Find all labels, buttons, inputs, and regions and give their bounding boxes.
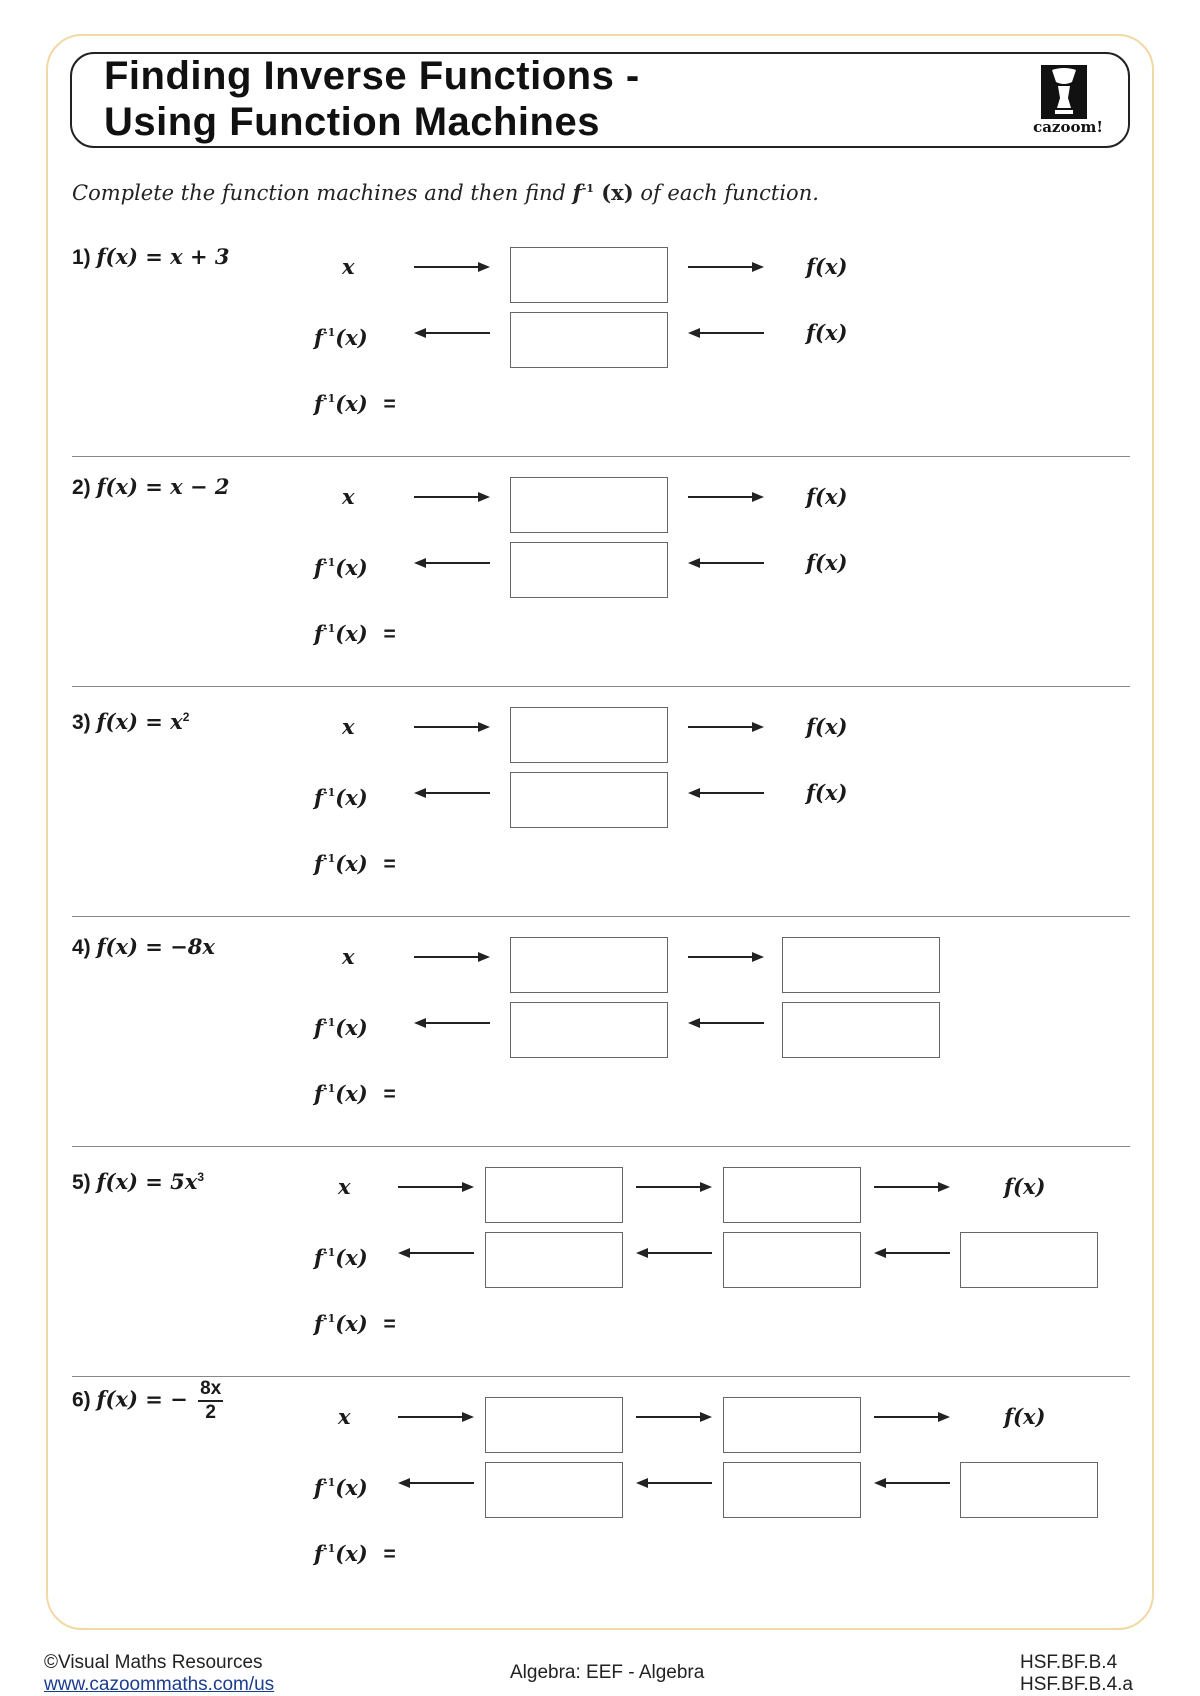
inverse-answer-label: $f^{-1}(x)$ = <box>314 1081 396 1106</box>
arrow-left <box>636 1477 712 1489</box>
output-label: f(x) <box>806 550 848 575</box>
arrow-left <box>688 327 764 339</box>
arrow-right <box>398 1181 474 1193</box>
inverse-answer-label: $f^{-1}(x)$ = <box>314 1311 396 1336</box>
arrow-right <box>414 491 490 503</box>
question-5 <box>0 1152 1200 1380</box>
footer-left <box>44 1652 274 1696</box>
inverse-label: $f^{-1}(x)$ <box>314 1245 368 1270</box>
inverse-label: $f^{-1}(x)$ <box>314 1475 368 1500</box>
website-link[interactable]: www.cazoommaths.com/us <box>44 1674 275 1695</box>
arrow-left <box>688 557 764 569</box>
output-label: f(x) <box>1004 1174 1046 1199</box>
question-divider <box>72 916 1130 917</box>
arrow-left <box>688 1017 764 1029</box>
logo-text: cazoom! <box>1033 118 1103 136</box>
question-label: 2) f(x) = x − 2 <box>72 474 230 499</box>
question-3 <box>0 692 1200 920</box>
instruction-text: Complete the function machines and then find $f^{-1}$ (x) of each function. <box>72 180 819 205</box>
question-divider <box>72 1376 1130 1377</box>
arrow-left <box>414 787 490 799</box>
operation-box[interactable] <box>723 1397 861 1453</box>
inverse-operation-box[interactable] <box>723 1462 861 1518</box>
inverse-label: $f^{-1}(x)$ <box>314 785 368 810</box>
question-divider <box>72 686 1130 687</box>
arrow-right <box>874 1181 950 1193</box>
inverse-operation-box[interactable] <box>510 1002 668 1058</box>
arrow-right <box>636 1411 712 1423</box>
arrow-left <box>688 787 764 799</box>
arrow-right <box>414 721 490 733</box>
title-line-1: Finding Inverse Functions - <box>104 54 640 98</box>
copyright-text: ©Visual Maths Resources <box>44 1652 263 1673</box>
arrow-right <box>398 1411 474 1423</box>
arrow-right <box>688 491 764 503</box>
arrow-right <box>874 1411 950 1423</box>
operation-box[interactable] <box>510 937 668 993</box>
inverse-operation-box[interactable] <box>485 1232 623 1288</box>
question-6 <box>0 1378 1200 1610</box>
output-label: f(x) <box>806 320 848 345</box>
inverse-operation-box[interactable] <box>782 1002 940 1058</box>
inverse-operation-box[interactable] <box>510 312 668 368</box>
arrow-right <box>414 951 490 963</box>
output-label: f(x) <box>806 254 848 279</box>
footer-standards <box>1020 1652 1133 1696</box>
question-label: 6) f(x) = − $\frac{8x}{2}$ <box>72 1378 222 1423</box>
arrow-left <box>398 1247 474 1259</box>
inverse-answer-label: $f^{-1}(x)$ = <box>314 851 396 876</box>
operation-box[interactable] <box>723 1167 861 1223</box>
output-label: f(x) <box>806 780 848 805</box>
inverse-label: $f^{-1}(x)$ <box>314 555 368 580</box>
inverse-operation-box[interactable] <box>510 772 668 828</box>
cazoom-logo-icon <box>1040 64 1088 120</box>
arrow-right <box>688 261 764 273</box>
operation-box[interactable] <box>510 707 668 763</box>
inverse-operation-box[interactable] <box>510 542 668 598</box>
arrow-right <box>636 1181 712 1193</box>
arrow-left <box>636 1247 712 1259</box>
standard-code-1: HSF.BF.B.4 <box>1020 1652 1118 1673</box>
operation-box[interactable] <box>782 937 940 993</box>
input-label-x: x <box>342 254 355 279</box>
title-line-2: Using Function Machines <box>104 100 600 144</box>
question-label: 4) f(x) = −8x <box>72 934 215 959</box>
arrow-right <box>688 951 764 963</box>
input-label-x: x <box>342 714 355 739</box>
arrow-left <box>414 557 490 569</box>
arrow-left <box>414 1017 490 1029</box>
output-label: f(x) <box>806 484 848 509</box>
arrow-left <box>414 327 490 339</box>
output-label: f(x) <box>806 714 848 739</box>
inverse-operation-box[interactable] <box>960 1462 1098 1518</box>
question-divider <box>72 1146 1130 1147</box>
arrow-right <box>688 721 764 733</box>
operation-box[interactable] <box>485 1397 623 1453</box>
inverse-answer-label: $f^{-1}(x)$ = <box>314 391 396 416</box>
arrow-left <box>874 1477 950 1489</box>
inverse-operation-box[interactable] <box>723 1232 861 1288</box>
standard-code-2: HSF.BF.B.4.a <box>1020 1674 1133 1695</box>
inverse-answer-label: $f^{-1}(x)$ = <box>314 621 396 646</box>
inverse-operation-box[interactable] <box>485 1462 623 1518</box>
operation-box[interactable] <box>510 247 668 303</box>
question-label: 3) $f(x) = x^2$ <box>72 709 190 734</box>
inverse-answer-label: $f^{-1}(x)$ = <box>314 1541 396 1566</box>
operation-box[interactable] <box>485 1167 623 1223</box>
footer-topic: Algebra: EEF - Algebra <box>510 1662 705 1683</box>
inverse-label: $f^{-1}(x)$ <box>314 325 368 350</box>
input-label-x: x <box>338 1174 351 1199</box>
question-label: 1) f(x) = x + 3 <box>72 244 230 269</box>
arrow-left <box>398 1477 474 1489</box>
input-label-x: x <box>342 484 355 509</box>
inverse-operation-box[interactable] <box>960 1232 1098 1288</box>
question-divider <box>72 456 1130 457</box>
question-2 <box>0 462 1200 690</box>
question-label: 5) $f(x) = 5x^3$ <box>72 1169 204 1194</box>
input-label-x: x <box>342 944 355 969</box>
input-label-x: x <box>338 1404 351 1429</box>
operation-box[interactable] <box>510 477 668 533</box>
arrow-left <box>874 1247 950 1259</box>
output-label: f(x) <box>1004 1404 1046 1429</box>
arrow-right <box>414 261 490 273</box>
question-4 <box>0 922 1200 1150</box>
question-1 <box>0 232 1200 460</box>
inverse-label: $f^{-1}(x)$ <box>314 1015 368 1040</box>
